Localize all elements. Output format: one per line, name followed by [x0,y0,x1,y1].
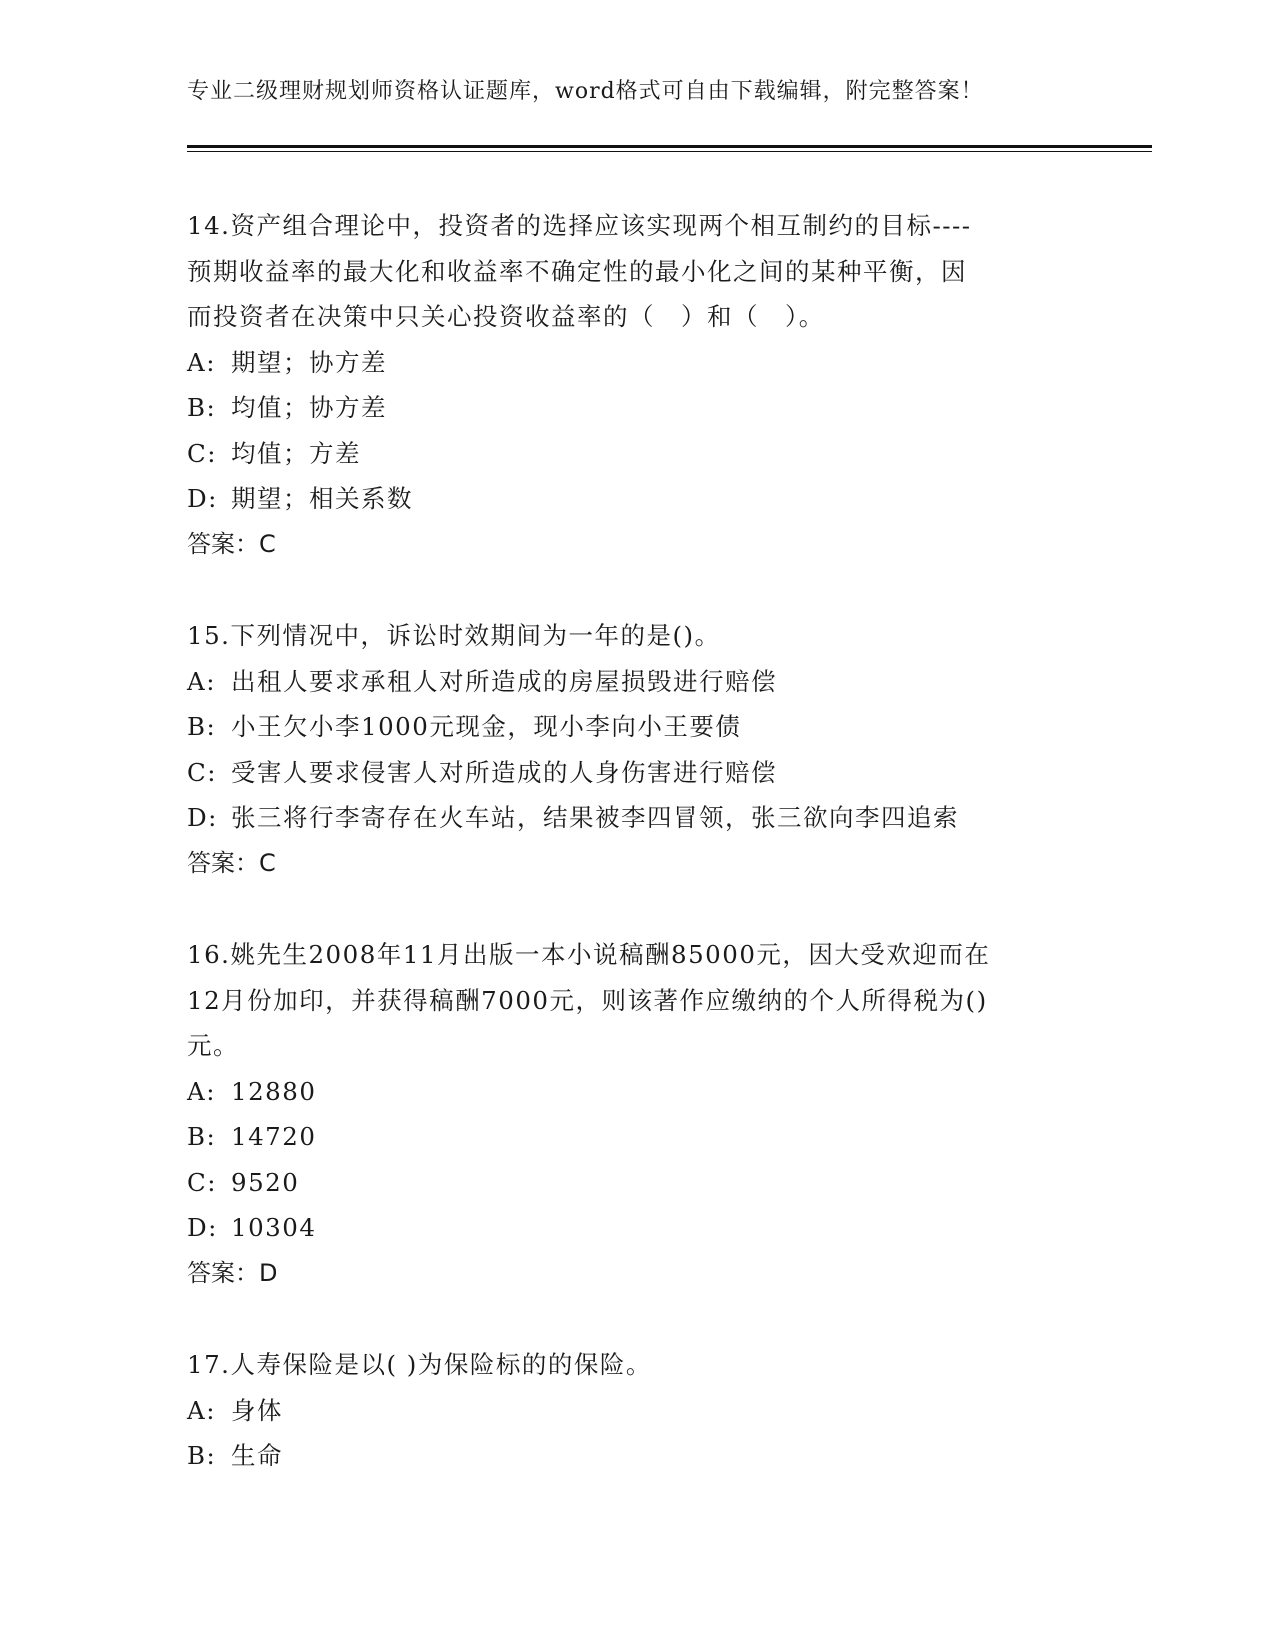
option-key: D: [187,803,218,832]
option-key: A: [187,347,216,377]
question-stem-line: 元。 [187,1031,239,1060]
question-stem-line: 而投资者在决策中只关心投资收益率的（ ）和（ ）。 [187,302,825,331]
answer-line: 答案：C [187,848,276,877]
question-stem-line: 16.姚先生2008年11月出版一本小说稿酬85000元，因大受欢迎而在 [187,940,991,969]
option-text: 小王欠小李1000元现金，现小李向小王要债 [231,712,742,741]
question-17 [187,1342,1087,1479]
option-c [187,1160,1087,1206]
option-key: B: [187,1441,217,1470]
option-a [187,1388,1087,1434]
option-a [187,1069,1087,1115]
option-text: 14720 [231,1122,317,1151]
option-key: A: [187,1395,216,1425]
option-c [187,750,1087,796]
option-text: 9520 [231,1167,300,1197]
header-rule-thick [187,145,1152,148]
question-16 [187,932,1087,1296]
option-key: B: [187,712,217,741]
header-rule-thin [187,151,1152,152]
option-key: D: [187,1213,218,1242]
option-key: C: [187,757,218,787]
option-d [187,1205,1087,1251]
document-header: 专业二级理财规划师资格认证题库，word格式可自由下载编辑，附完整答案！ [187,79,984,104]
question-stem-line: 14.资产组合理论中，投资者的选择应该实现两个相互制约的目标---- [187,211,972,240]
question-stem-line: 15.下列情况中，诉讼时效期间为一年的是()。 [187,621,721,650]
option-d [187,795,1087,841]
option-text: 受害人要求侵害人对所造成的人身伤害进行赔偿 [231,757,777,787]
option-text: 均值；协方差 [231,393,387,422]
answer-line: 答案：D [187,1258,278,1287]
question-stem-line: 17.人寿保险是以( )为保险标的的保险。 [187,1350,652,1379]
option-text: 身体 [231,1395,283,1425]
answer-line: 答案：C [187,529,276,558]
option-text: 张三将行李寄存在火车站，结果被李四冒领，张三欲向李四追索 [231,803,959,832]
question-14 [187,203,1087,567]
option-b [187,704,1087,750]
question-stem-line: 12月份加印，并获得稿酬7000元，则该著作应缴纳的个人所得税为() [187,985,988,1015]
option-key: A: [187,666,216,696]
question-stem-line: 预期收益率的最大化和收益率不确定性的最小化之间的某种平衡，因 [187,256,967,286]
option-b [187,385,1087,431]
option-key: C: [187,438,218,468]
option-b [187,1114,1087,1160]
option-a [187,659,1087,705]
option-text: 生命 [231,1441,283,1470]
option-c [187,431,1087,477]
option-text: 期望；相关系数 [231,484,413,513]
option-text: 均值；方差 [231,438,361,468]
question-15 [187,613,1087,886]
option-text: 期望；协方差 [231,347,387,377]
option-text: 出租人要求承租人对所造成的房屋损毁进行赔偿 [231,666,777,696]
option-key: A: [187,1076,216,1106]
option-b [187,1433,1087,1479]
option-key: D: [187,484,218,513]
question-list [187,203,1087,1525]
option-key: B: [187,1122,217,1151]
option-text: 10304 [231,1213,317,1242]
option-d [187,476,1087,522]
option-key: B: [187,393,217,422]
option-text: 12880 [231,1076,317,1106]
option-a [187,340,1087,386]
option-key: C: [187,1167,218,1197]
